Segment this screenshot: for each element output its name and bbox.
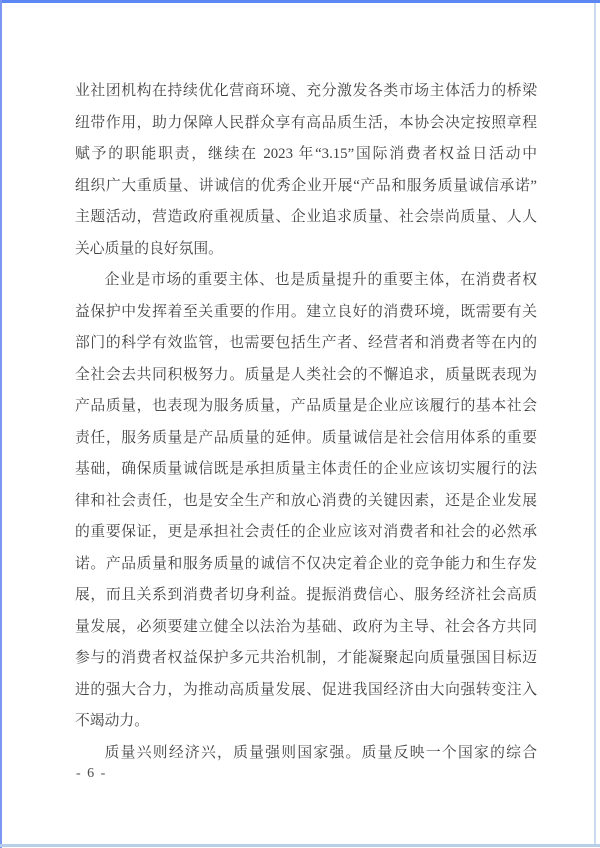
text-line: 产品质量，也表现为服务质量，产品质量是企业应该履行的基本社会 <box>75 398 537 414</box>
document-body-text <box>75 76 537 769</box>
text-line: 律和社会责任，也是安全生产和放心消费的关键因素，还是企业发展 <box>75 492 537 509</box>
page-border-right <box>594 3 596 845</box>
text-line: 益保护中发挥着至关重要的作用。建立良好的消费环境，既需要有关 <box>75 303 537 320</box>
text-line: 的重要保证，更是承担社会责任的企业应该对消费者和社会的必然承 <box>75 524 537 540</box>
text-line: 不竭动力。 <box>75 713 149 729</box>
page-number: - 6 - <box>76 766 107 781</box>
text-line: 诺。产品质量和服务质量的诚信不仅决定着企业的竞争能力和生存发 <box>75 555 537 572</box>
text-line: 质量兴则经济兴，质量强则国家强。质量反映一个国家的综合 <box>104 744 537 761</box>
text-line: 关心质量的良好氛围。 <box>75 240 223 257</box>
text-line: 基础，确保质量诚信既是承担质量主体责任的企业应该切实履行的法 <box>75 461 537 477</box>
text-line: 组织广大重质量、讲诚信的优秀企业开展“产品和服务质量诚信承诺” <box>75 177 537 194</box>
text-line: 赋予的职能职责，继续在 2023 年“3.15”国际消费者权益日活动中 <box>75 146 537 162</box>
text-line: 主题活动，营造政府重视质量、企业追求质量、社会崇尚质量、人人 <box>75 209 537 225</box>
text-line: 业社团机构在持续优化营商环境、充分激发各类市场主体活力的桥梁 <box>75 83 537 99</box>
page-border-bottom <box>0 844 600 847</box>
text-line: 参与的消费者权益保护多元共治机制，才能凝聚起向质量强国目标迈 <box>75 650 537 666</box>
text-line: 企业是市场的重要主体、也是质量提升的重要主体，在消费者权 <box>104 272 537 288</box>
text-line: 纽带作用，助力保障人民群众享有高品质生活，本协会决定按照章程 <box>75 114 537 131</box>
page-border-top <box>0 0 600 3</box>
text-line: 全社会去共同积极努力。质量是人类社会的不懈追求，质量既表现为 <box>75 366 537 383</box>
text-line: 责任，服务质量是产品质量的延伸。质量诚信是社会信用体系的重要 <box>75 429 537 446</box>
page-border-left <box>0 0 2 848</box>
text-line: 部门的科学有效监管，也需要包括生产者、经营者和消费者等在内的 <box>75 335 537 351</box>
text-line: 进的强大合力，为推动高质量发展、促进我国经济由大向强转变注入 <box>75 681 537 698</box>
text-line: 展，而且关系到消费者切身利益。提振消费信心、服务经济社会高质 <box>75 587 537 603</box>
text-line: 量发展，必须要建立健全以法治为基础、政府为主导、社会各方共同 <box>75 618 537 635</box>
